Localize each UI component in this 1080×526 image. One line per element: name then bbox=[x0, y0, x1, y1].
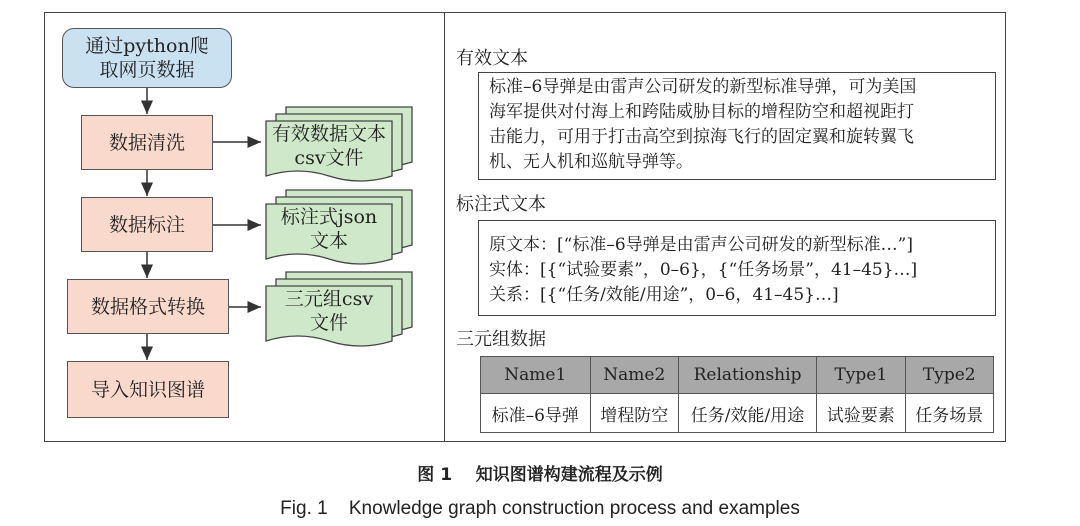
annotated-line: 原文本：[“标准–6导弹是由雷声公司研发的新型标准…”] bbox=[489, 235, 913, 255]
doc-line: 三元组csv bbox=[284, 288, 374, 310]
table-header: Relationship bbox=[678, 357, 816, 394]
step-label: 导入知识图谱 bbox=[90, 378, 205, 401]
valid-text-title: 有效文本 bbox=[456, 48, 528, 69]
caption-text: 知识图谱构建流程及示例 bbox=[475, 465, 663, 485]
step-data-annotation bbox=[81, 197, 213, 252]
step-import-kg bbox=[67, 361, 229, 418]
table-cell: 增程防空 bbox=[590, 394, 678, 433]
caption-english bbox=[0, 498, 1080, 520]
table-header: Name2 bbox=[590, 357, 678, 394]
table-header: Type1 bbox=[817, 357, 905, 394]
table-cell: 任务/效能/用途 bbox=[678, 394, 816, 433]
valid-text-box bbox=[478, 72, 996, 180]
triple-table bbox=[480, 356, 994, 433]
annotated-line: 关系：[{“任务/效能/用途”，0–6，41–45}…] bbox=[489, 285, 839, 305]
caption-label: 图 1 bbox=[417, 465, 453, 485]
step-label: 数据清洗 bbox=[108, 131, 185, 154]
doc-line: 文件 bbox=[309, 312, 348, 334]
step-data-cleaning bbox=[81, 115, 213, 170]
step-label: 数据标注 bbox=[108, 213, 185, 236]
table-header: Name1 bbox=[481, 357, 591, 394]
valid-text-line: 标准–6导弹是由雷声公司研发的新型标准导弹，可为美国 bbox=[489, 77, 917, 97]
valid-text-line: 击能力，可用于打击高空到掠海飞行的固定翼和旋转翼飞 bbox=[489, 127, 914, 147]
valid-text-line: 海军提供对付海上和跨陆威胁目标的增程防空和超视距打 bbox=[489, 102, 914, 122]
caption-label: Fig. 1 bbox=[280, 498, 328, 519]
output-doc-label-3 bbox=[266, 286, 392, 336]
caption-chinese bbox=[0, 460, 1080, 485]
start-node-label: 通过python爬取网页数据 bbox=[85, 35, 209, 81]
start-node-crawl bbox=[62, 28, 232, 88]
step-label: 数据格式转换 bbox=[90, 295, 205, 318]
annotated-text-box bbox=[478, 220, 996, 316]
step-format-conversion bbox=[67, 279, 229, 334]
doc-line: 文本 bbox=[309, 230, 348, 252]
doc-line: csv文件 bbox=[294, 147, 364, 169]
table-row bbox=[481, 394, 994, 433]
table-header: Type2 bbox=[905, 357, 993, 394]
triple-data-title: 三元组数据 bbox=[456, 329, 546, 350]
output-doc-label-2 bbox=[266, 204, 392, 254]
valid-text-line: 机、无人机和巡航导弹等。 bbox=[489, 152, 693, 172]
table-cell: 标准–6导弹 bbox=[481, 394, 591, 433]
table-cell: 任务场景 bbox=[905, 394, 993, 433]
table-header-row bbox=[481, 357, 994, 394]
caption-text: Knowledge graph construction process and examples bbox=[348, 498, 800, 519]
output-doc-label-1 bbox=[266, 121, 392, 171]
doc-line: 标注式json bbox=[280, 206, 378, 228]
doc-line: 有效数据文本 bbox=[271, 123, 386, 145]
table-cell: 试验要素 bbox=[817, 394, 905, 433]
annotated-line: 实体：[{“试验要素”，0–6}，{“任务场景”，41–45}…] bbox=[489, 260, 918, 280]
annotated-text-title: 标注式文本 bbox=[456, 194, 546, 215]
